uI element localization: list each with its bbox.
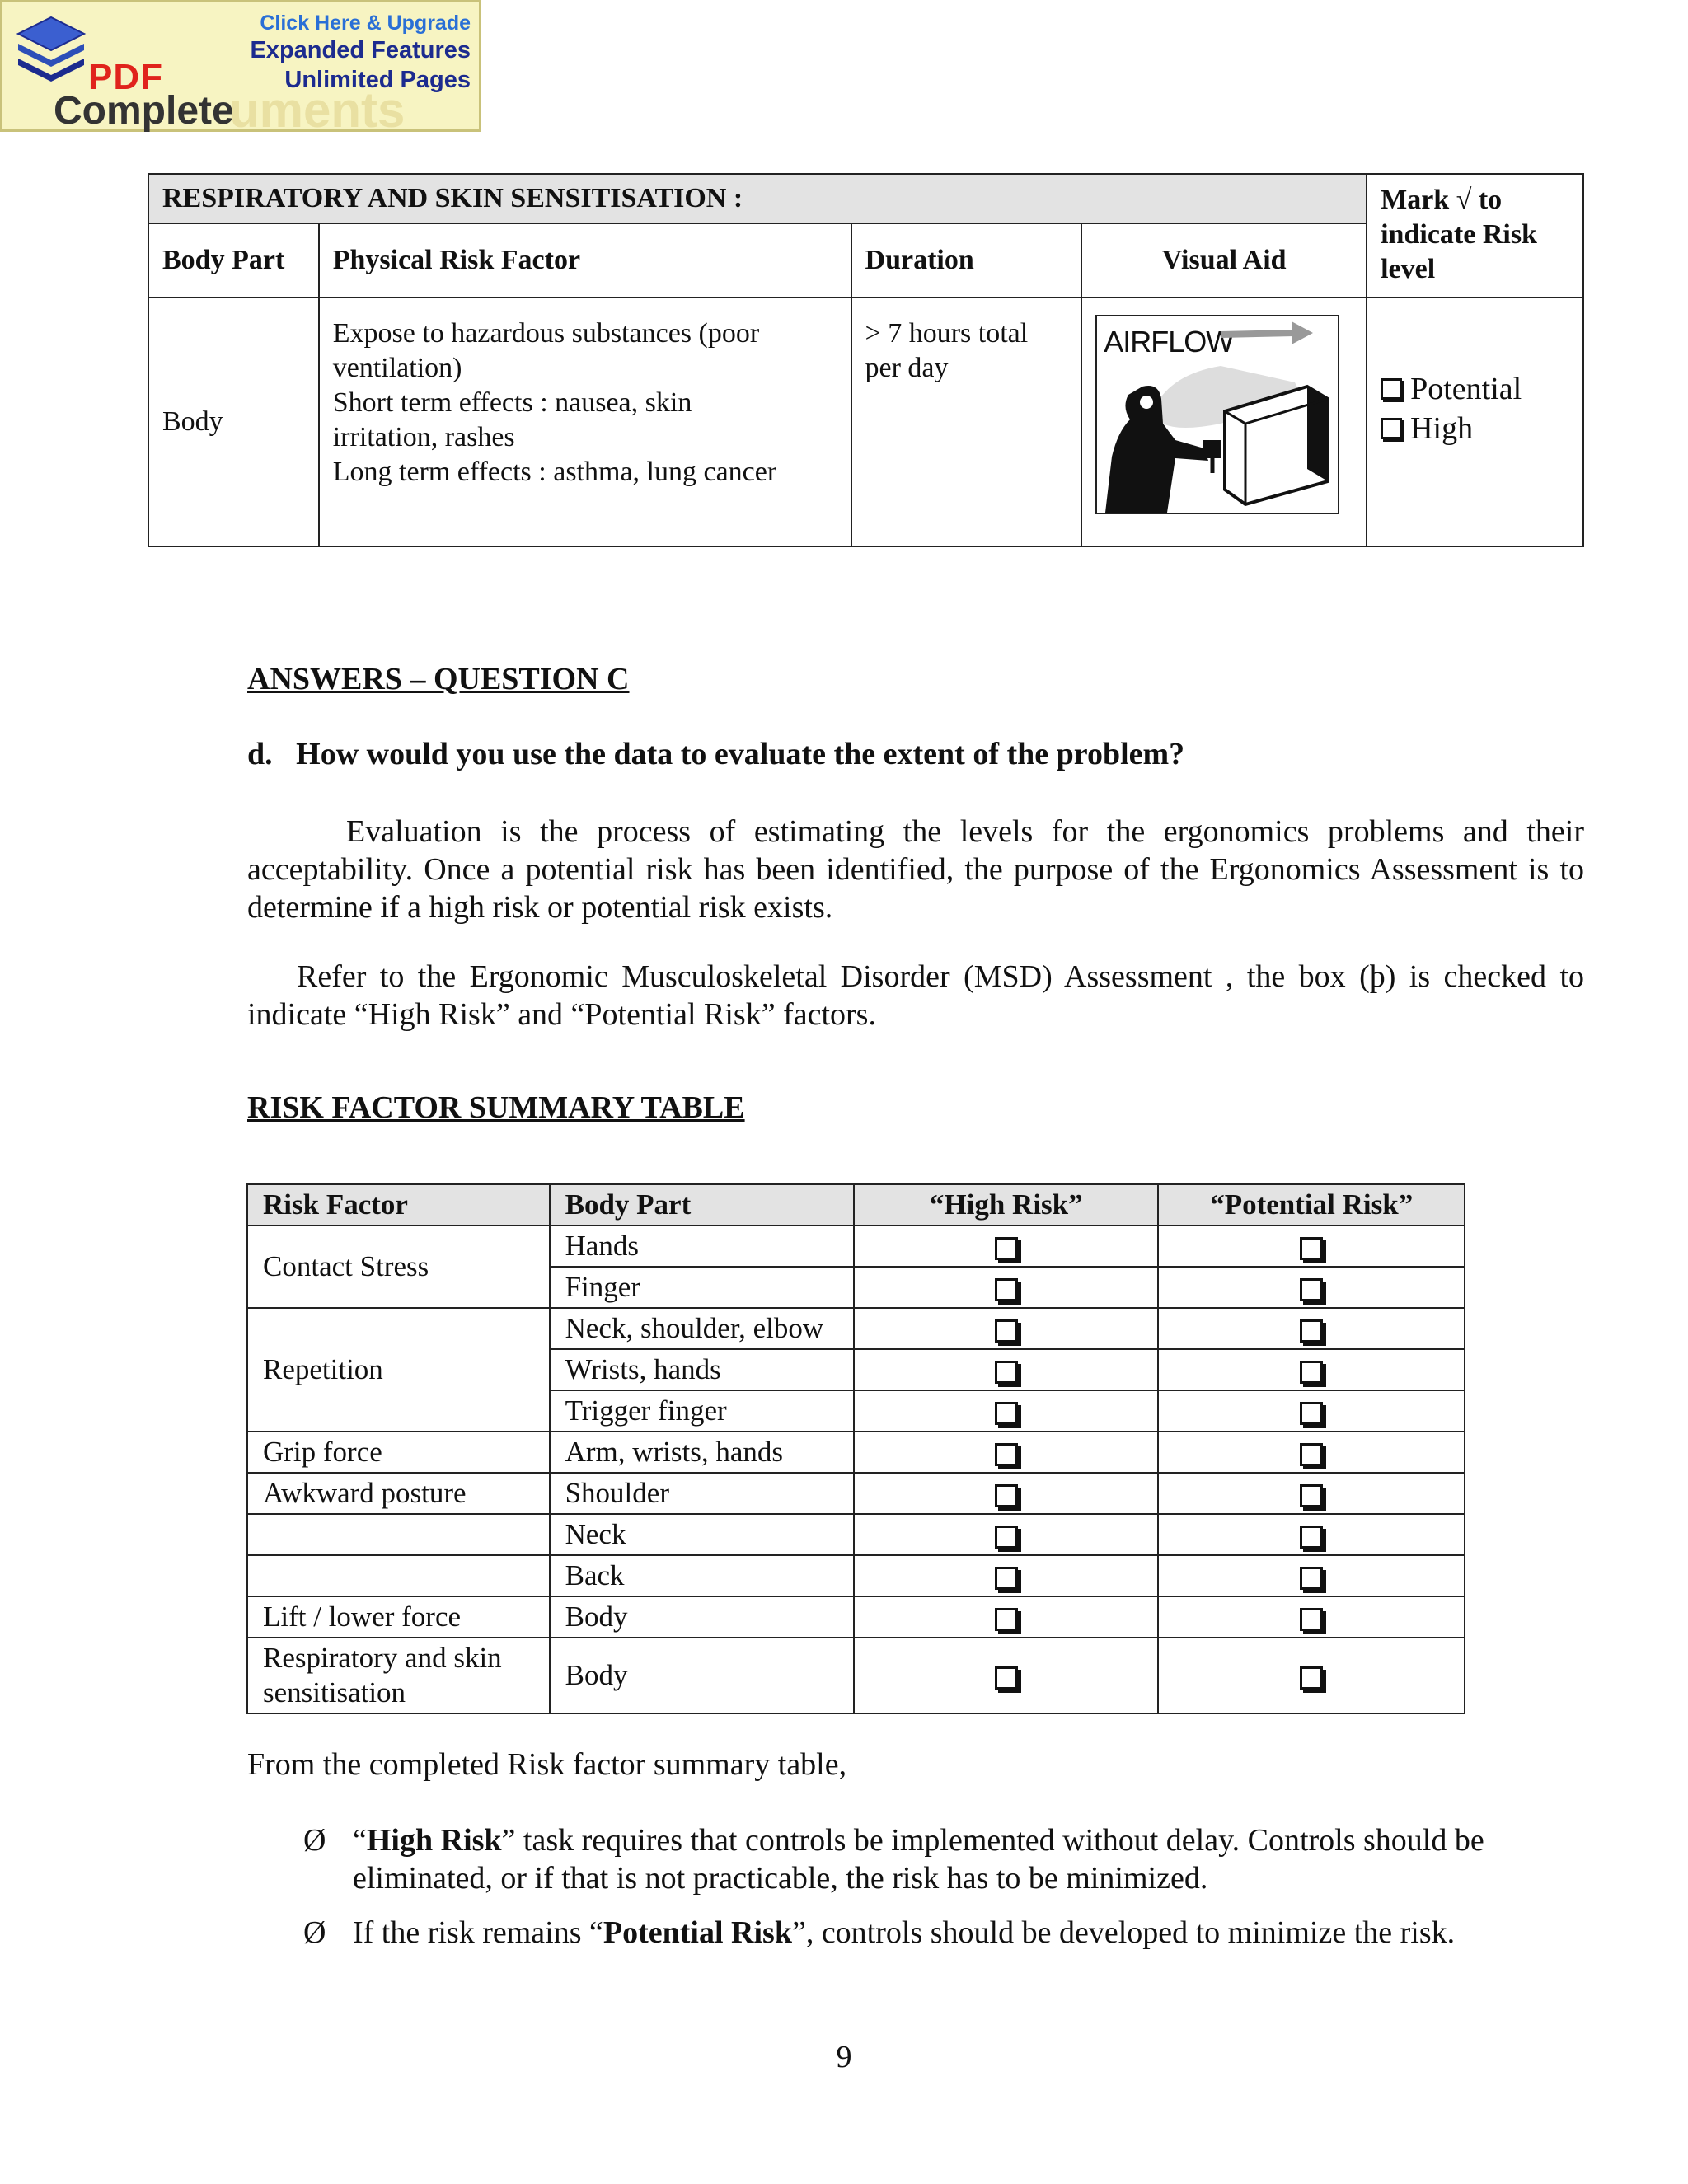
potential-risk-checkbox[interactable] [1300, 1484, 1323, 1507]
body-part-cell: Neck, shoulder, elbow [550, 1308, 854, 1349]
potential-risk-checkbox[interactable] [1300, 1402, 1323, 1425]
risk-description [319, 298, 851, 546]
high-risk-checkbox[interactable] [995, 1361, 1018, 1384]
col-high-risk: “High Risk” [854, 1184, 1158, 1226]
body-part-cell: Hands [550, 1226, 854, 1267]
potential-risk-checkbox[interactable] [1300, 1608, 1323, 1631]
risk-factor-cell: Lift / lower force [247, 1596, 550, 1638]
col-potential-risk: “Potential Risk” [1158, 1184, 1465, 1226]
body-part-cell: Wrists, hands [550, 1349, 854, 1390]
potential-risk-checkbox[interactable] [1300, 1237, 1323, 1260]
high-risk-checkbox[interactable] [995, 1666, 1018, 1690]
checkbox-icon[interactable] [1381, 378, 1402, 400]
checkbox-icon[interactable] [1381, 418, 1402, 439]
body-part-cell: Body [550, 1596, 854, 1638]
potential-risk-checkbox[interactable] [1300, 1443, 1323, 1466]
upgrade-badge[interactable] [0, 0, 481, 138]
header-body-part: Body Part [148, 223, 319, 298]
badge-complete-label: Complete [54, 89, 234, 133]
table-row [247, 1432, 1465, 1473]
risk-factor-cell: Repetition [247, 1308, 550, 1432]
badge-ghost-text: uments [229, 82, 406, 138]
msd-paragraph: Refer to the Ergonomic Musculoskeletal Disorder (MSD) Assessment , the box (þ) is checked to indicate “High Risk” and “Potential Risk” factors. [247, 959, 1584, 1032]
body-part-cell: Arm, wrists, hands [550, 1432, 854, 1473]
risk-factor-cell [247, 1514, 550, 1555]
risk-line: Expose to hazardous substances (poor [332, 318, 760, 349]
risk-line: Long term effects : asthma, lung cancer [332, 457, 777, 487]
high-risk-checkbox[interactable] [995, 1484, 1018, 1507]
row-body-part: Body [148, 298, 319, 546]
b1-pre: “ [353, 1823, 367, 1858]
table-row [247, 1514, 1465, 1555]
badge-unlimited-pages: Unlimited Pages [284, 67, 471, 93]
potential-risk-checkbox[interactable] [1300, 1666, 1323, 1690]
potential-risk-checkbox[interactable] [1300, 1567, 1323, 1590]
visual-aid-cell [1081, 298, 1367, 546]
high-risk-checkbox[interactable] [995, 1608, 1018, 1631]
answers-heading: ANSWERS – QUESTION C [247, 662, 630, 696]
airflow-label: AIRFLOW [1104, 325, 1234, 359]
badge-pdf-label: PDF [88, 57, 163, 97]
table-row [247, 1596, 1465, 1638]
section-title: RESPIRATORY AND SKIN SENSITISATION : [148, 174, 1367, 223]
risk-level-options [1367, 298, 1583, 546]
b1-bold: High Risk [366, 1823, 502, 1858]
duration-line: > 7 hours total [865, 318, 1029, 349]
b1-post: ” task requires that controls be implemented without delay. Controls should be eliminated, or if that is not practicable, the risk has to be minimized. [353, 1823, 1484, 1896]
high-risk-checkbox[interactable] [995, 1278, 1018, 1301]
b2-pre: If the risk remains “ [353, 1915, 603, 1950]
page-number: 9 [836, 2040, 852, 2074]
risk-line: ventilation) [332, 353, 462, 383]
risk-line: Short term effects : nausea, skin [332, 387, 692, 418]
b2-bold: Potential Risk [603, 1915, 792, 1950]
high-risk-checkbox[interactable] [995, 1526, 1018, 1549]
airflow-illustration [1095, 315, 1339, 514]
high-risk-checkbox[interactable] [995, 1319, 1018, 1343]
table-row [247, 1555, 1465, 1596]
col-risk-factor: Risk Factor [247, 1184, 550, 1226]
risk-factor-cell: Grip force [247, 1432, 550, 1473]
table-row [247, 1473, 1465, 1514]
badge-click-upgrade-link[interactable]: Click Here & Upgrade [260, 12, 471, 35]
header-visual-aid: Visual Aid [1081, 223, 1367, 298]
potential-risk-checkbox[interactable] [1300, 1361, 1323, 1384]
high-risk-checkbox[interactable] [995, 1237, 1018, 1260]
badge-expanded-features: Expanded Features [250, 37, 471, 63]
option-potential[interactable] [1381, 369, 1569, 409]
body-part-cell: Trigger finger [550, 1390, 854, 1432]
risk-factor-cell: Contact Stress [247, 1226, 550, 1308]
evaluation-paragraph: Evaluation is the process of estimating the levels for the ergonomics problems and their acceptability. Once a potential risk has been identified, the purpose of the Ergonomics Assessment is to determine if a high risk or potential risk exists. [247, 814, 1584, 925]
mark-header: Mark √ to indicate Risk level [1367, 174, 1583, 298]
risk-factor-cell: Awkward posture [247, 1473, 550, 1514]
potential-risk-checkbox[interactable] [1300, 1526, 1323, 1549]
body-part-cell: Finger [550, 1267, 854, 1308]
body-part-cell: Back [550, 1555, 854, 1596]
risk-factor-cell [247, 1555, 550, 1596]
option-high-label: High [1410, 411, 1474, 446]
body-part-cell: Body [550, 1638, 854, 1713]
risk-line: irritation, rashes [332, 422, 515, 452]
option-high[interactable] [1381, 409, 1569, 448]
high-risk-checkbox[interactable] [995, 1443, 1018, 1466]
conclusion-intro: From the completed Risk factor summary table, [247, 1747, 847, 1782]
summary-heading: RISK FACTOR SUMMARY TABLE [247, 1090, 745, 1125]
pdf-stack-icon [14, 11, 88, 85]
bullet-high-risk [303, 1821, 1584, 1897]
table-row [247, 1226, 1465, 1267]
high-risk-checkbox[interactable] [995, 1567, 1018, 1590]
duration-cell [851, 298, 1082, 546]
high-risk-checkbox[interactable] [995, 1402, 1018, 1425]
risk-factor-cell: Respiratory and skin sensitisation [247, 1638, 550, 1713]
bullet-symbol: Ø [303, 1915, 326, 1950]
body-part-cell: Neck [550, 1514, 854, 1555]
potential-risk-checkbox[interactable] [1300, 1319, 1323, 1343]
col-body-part: Body Part [550, 1184, 854, 1226]
table-row [247, 1638, 1465, 1713]
question-d: d. How would you use the data to evaluate the extent of the problem? [247, 737, 1185, 771]
header-duration: Duration [851, 223, 1082, 298]
risk-factor-summary-table [246, 1183, 1465, 1714]
bullet-potential-risk [303, 1914, 1584, 1952]
bullet-symbol: Ø [303, 1823, 326, 1858]
b2-post: ”, controls should be developed to minimize the risk. [791, 1915, 1456, 1950]
potential-risk-checkbox[interactable] [1300, 1278, 1323, 1301]
respiratory-risk-table [148, 173, 1584, 547]
header-physical-risk-factor: Physical Risk Factor [319, 223, 851, 298]
table-row [247, 1308, 1465, 1349]
airflow-figure-icon [1097, 316, 1338, 513]
body-part-cell: Shoulder [550, 1473, 854, 1514]
duration-line: per day [865, 353, 949, 383]
option-potential-label: Potential [1410, 372, 1522, 406]
